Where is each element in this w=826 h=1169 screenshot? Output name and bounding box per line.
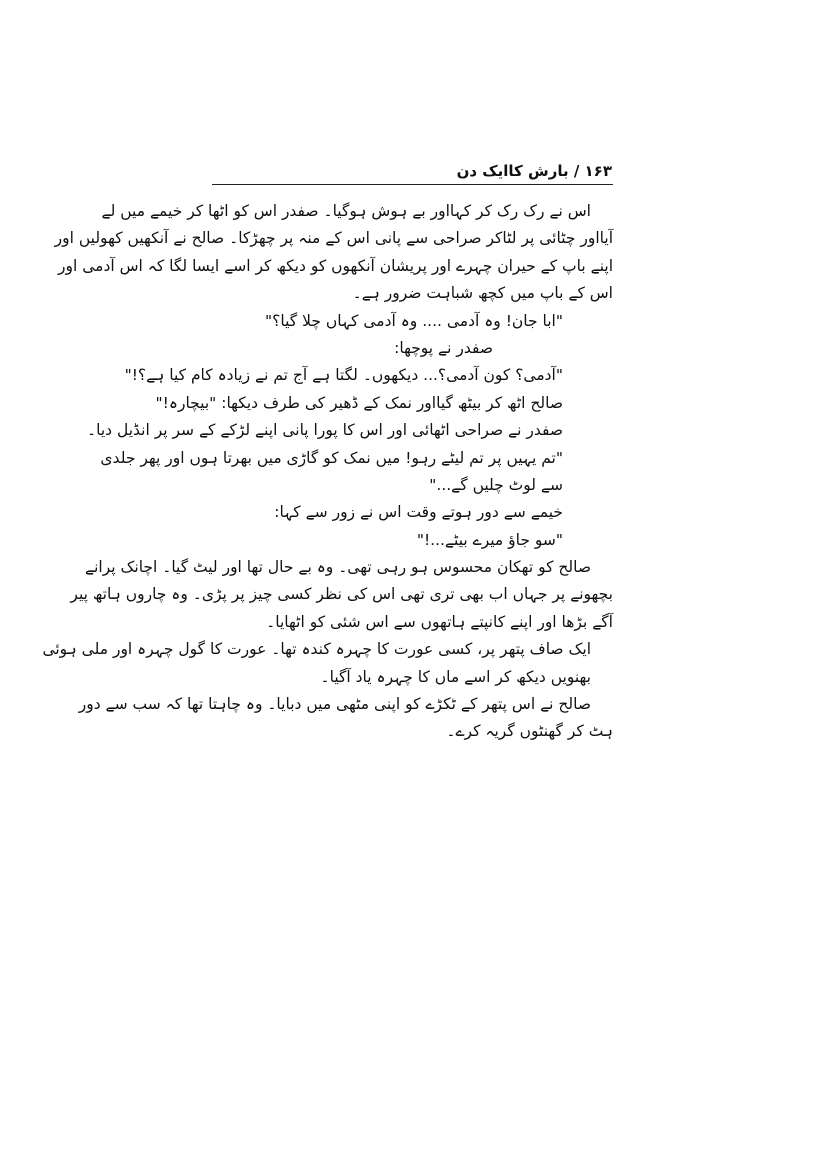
- dialogue-line: سے لوٹ چلیں گے...": [429, 475, 563, 494]
- paragraph-line: اپنے باپ کے حیران چہرے اور پریشان آنکھوں کو دیکھ کر اسے ایسا لگا کہ اس آدمی اور: [58, 256, 613, 275]
- dialogue-line: "تم یہیں پر تم لیٹے رہو! میں نمک کو گاڑی میں بھرتا ہوں اور پھر جلدی: [100, 448, 563, 467]
- paragraph-line: بچھونے پر جہاں اب بھی تری تھی اس کی نظر کسی چیز پر پڑی۔ وہ چاروں ہاتھ پیر: [70, 585, 613, 604]
- running-head: ۱۶۳ / بارش کاایک دن: [456, 162, 612, 180]
- paragraph-line: صالح اٹھ کر بیٹھ گیااور نمک کے ڈھیر کی طرف دیکھا: "بیچارہ!": [155, 393, 563, 412]
- paragraph-line: آیااور چٹائی پر لٹاکر صراحی سے پانی اس کے منہ پر چھڑکا۔ صالح نے آنکھیں کھولیں اور: [54, 229, 613, 248]
- dialogue-line: "آدمی؟ کون آدمی؟... دیکھوں۔ لگتا ہے آج تم نے زیادہ کام کیا ہے؟!": [124, 366, 563, 385]
- paragraph-line: خیمے سے دور ہوتے وقت اس نے زور سے کہا:: [274, 503, 563, 522]
- paragraph-line: بھنویں دیکھ کر اسے ماں کا چہرہ یاد آگیا۔: [320, 667, 591, 686]
- body-text: [42, 198, 613, 746]
- paragraph-line: ہٹ کر گھنٹوں گریہ کرے۔: [446, 722, 613, 741]
- paragraph-line: ایک صاف پتھر پر، کسی عورت کا چہرہ کندہ تھا۔ عورت کا گول چہرہ اور ملی ہوئی: [42, 640, 591, 659]
- paragraph-line: آگے بڑھا اور اپنے کانپتے ہاتھوں سے اس شئی کو اٹھایا۔: [266, 612, 613, 631]
- dialogue-line: "سو جاؤ میرے بیٹے...!": [416, 530, 563, 549]
- paragraph-line: اس نے رک رک کر کہااور بے ہوش ہوگیا۔ صفدر اس کو اٹھا کر خیمے میں لے: [101, 202, 591, 220]
- header-rule: [212, 184, 613, 185]
- paragraph-line: صفدر نے صراحی اٹھائی اور اس کا پورا پانی اپنے لڑکے کے سر پر انڈیل دیا۔: [87, 421, 563, 440]
- paragraph-line: اس کے باپ میں کچھ شباہت ضرور ہے۔: [352, 284, 613, 303]
- paragraph-line: صفدر نے پوچھا:: [394, 338, 493, 357]
- paragraph-line: صالح کو تھکان محسوس ہو رہی تھی۔ وہ بے حال تھا اور لیٹ گیا۔ اچانک پرانے: [85, 558, 591, 577]
- dialogue-line: "ابا جان! وہ آدمی .... وہ آدمی کہاں چلا گیا؟": [265, 311, 563, 330]
- paragraph-line: صالح نے اس پتھر کے ٹکڑے کو اپنی مٹھی میں دبایا۔ وہ چاہتا تھا کہ سب سے دور: [78, 695, 591, 714]
